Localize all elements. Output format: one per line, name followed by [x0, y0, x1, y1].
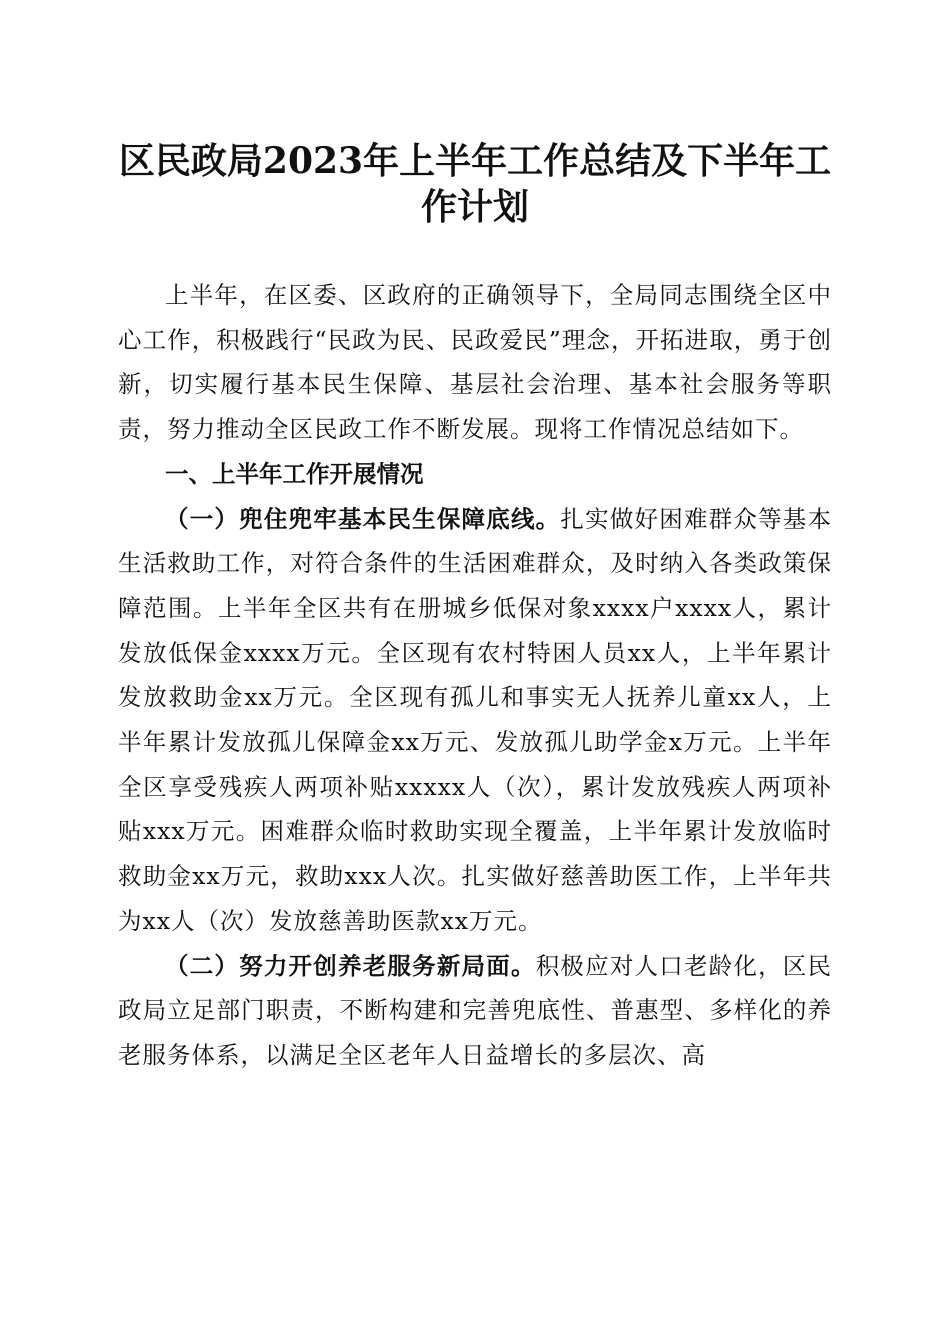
section-heading-1: 一、上半年工作开展情况 [165, 459, 424, 488]
subsection-1-body: 扎实做好困难群众等基本生活救助工作，对符合条件的生活困难群众，及时纳入各类政策保障范围。上半年全区共有在册城乡低保对象xxxx户xxxx人，累计发放低保金xxxx万元。全区现有农村特困人员xx人，上半年累计发放救助金xx万元。全区现有孤儿和事实无人抚养儿童xx人，上半年累计发放孤儿保障金xx万元、发放孤儿助学金x万元。上半年全区享受残疾人两项补贴xxxxx人（次），累计发放残疾人两项补贴xxx万元。困难群众临时救助实现全覆盖，上半年累计发放临时救助金xx万元，救助xxx人次。扎实做好慈善助医工作，上半年共为xx人（次）发放慈善助医款xx万元。 [118, 504, 833, 935]
document-body [118, 273, 832, 1078]
intro-paragraph: 上半年，在区委、区政府的正确领导下，全局同志围绕全区中心工作，积极践行“民政为民、民政爱民”理念，开拓进取，勇于创新，切实履行基本民生保障、基层社会治理、基本社会服务等职责，努力推动全区民政工作不断发展。现将工作情况总结如下。 [118, 281, 832, 444]
subsection-2-lead: （二）努力开创养老服务新局面。 [165, 951, 536, 980]
subsection-2-body: 积极应对人口老龄化，区民政局立足部门职责，不断构建和完善兜底性、普惠型、多样化的养老服务体系，以满足全区老年人日益增长的多层次、高 [118, 951, 833, 1069]
subsection-2-paragraph [118, 944, 832, 1078]
subsection-1-lead: （一）兜住兜牢基本民生保障底线。 [165, 504, 561, 533]
subsection-1-paragraph [118, 497, 832, 944]
document-title: 区民政局2023年上半年工作总结及下半年工作计划 [118, 140, 832, 228]
